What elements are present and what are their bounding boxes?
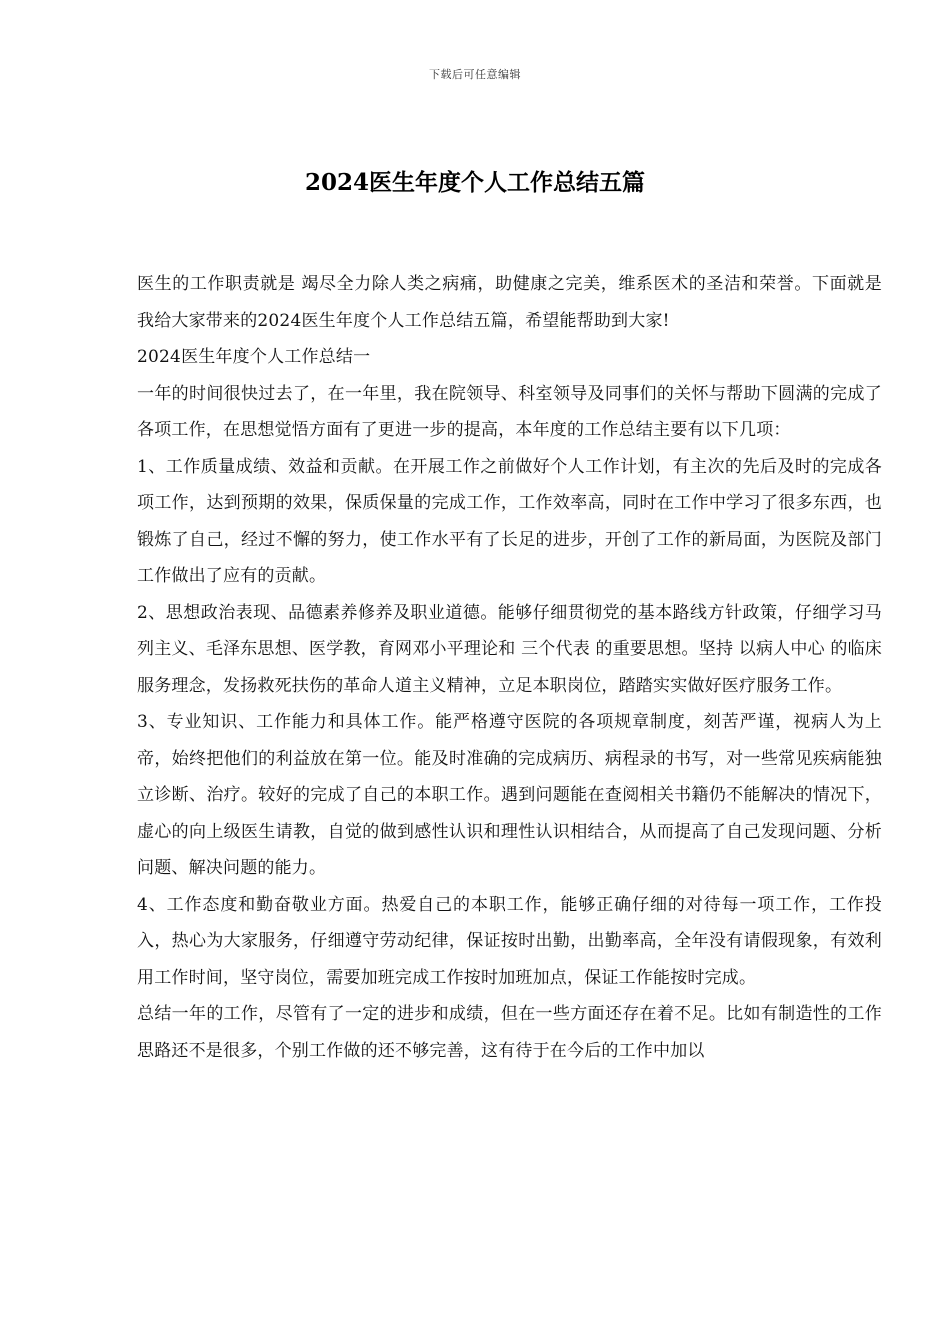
section-heading: 2024医生年度个人工作总结一 (137, 347, 371, 367)
intro-paragraph: 医生的工作职责就是 竭尽全力除人类之病痛，助健康之完美，维系医术的圣洁和荣誉。下面就是我给大家带来的2024医生年度个人工作总结五篇，希望能帮助到大家! (137, 274, 882, 331)
body-paragraph: 1、工作质量成绩、效益和贡献。在开展工作之前做好个人工作计划，有主次的先后及时的完成各项工作，达到预期的效果，保质保量的完成工作，工作效率高，同时在工作中学习了很多东西，也锻炼了自己，经过不懈的努力，使工作水平有了长足的进步，开创了工作的新局面，为医院及部门工作做出了应有的贡献。 (137, 456, 882, 586)
document-title: 2024医生年度个人工作总结五篇 (304, 169, 645, 196)
body-paragraph: 总结一年的工作，尽管有了一定的进步和成绩，但在一些方面还存在着不足。比如有制造性的工作思路还不是很多，个别工作做的还不够完善，这有待于在今后的工作中加以 (137, 1004, 882, 1061)
body-paragraph: 一年的时间很快过去了，在一年里，我在院领导、科室领导及同事们的关怀与帮助下圆满的完成了各项工作，在思想觉悟方面有了更进一步的提高，本年度的工作总结主要有以下几项： (137, 383, 882, 440)
body-paragraph: 3、专业知识、工作能力和具体工作。能严格遵守医院的各项规章制度，刻苦严谨，视病人为上帝，始终把他们的利益放在第一位。能及时准确的完成病历、病程录的书写，对一些常见疾病能独立诊断、治疗。较好的完成了自己的本职工作。遇到问题能在查阅相关书籍仍不能解决的情况下，虚心的向上级医生请教，自觉的做到感性认识和理性认识相结合，从而提高了自己发现问题、分析问题、解决问题的能力。 (137, 712, 882, 878)
page-header-note: 下载后可任意编辑 (429, 68, 521, 81)
document-body (137, 266, 882, 1069)
body-paragraph: 2、思想政治表现、品德素养修养及职业道德。能够仔细贯彻党的基本路线方针政策，仔细学习马列主义、毛泽东思想、医学教，育网邓小平理论和 三个代表 的重要思想。坚持 以病人中心 的临床服务理念，发扬救死扶伤的革命人道主义精神，立足本职岗位，踏踏实实做好医疗服务工作。 (137, 602, 882, 696)
body-paragraph: 4、工作态度和勤奋敬业方面。热爱自己的本职工作，能够正确仔细的对待每一项工作，工作投入，热心为大家服务，仔细遵守劳动纪律，保证按时出勤，出勤率高，全年没有请假现象，有效利用工作时间，坚守岗位，需要加班完成工作按时加班加点，保证工作能按时完成。 (137, 894, 882, 988)
